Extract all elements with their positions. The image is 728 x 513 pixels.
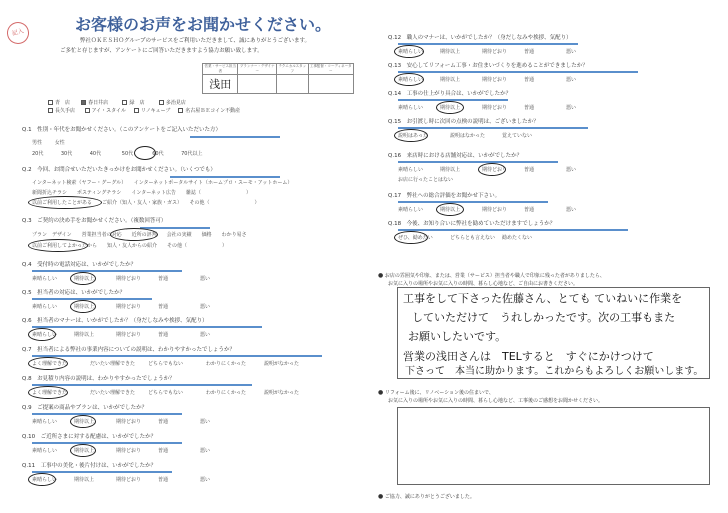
q9-option[interactable]: 悪い [200, 419, 211, 425]
answer-circle [28, 386, 68, 399]
q7-option[interactable]: わかりにくかった [206, 361, 247, 367]
q10-option[interactable]: 期待どおり [116, 448, 142, 454]
q4-option[interactable]: 期待どおり [116, 276, 142, 282]
q11-option[interactable]: 期待以上 [74, 477, 95, 483]
q13-option[interactable]: 普通 [524, 77, 535, 83]
q13-label: Q.13 安心してリフォーム工事・お住まいづくりを進めることができましたか？ [388, 63, 588, 69]
q16-option[interactable]: 期待どおり [482, 167, 508, 173]
q6-option[interactable]: 悪い [200, 332, 211, 338]
comment-handwriting-3: お願いしたいです。 [408, 330, 507, 343]
answer-circle [394, 129, 428, 142]
q4-option[interactable]: 素晴らしい [32, 276, 58, 282]
q8-label: Q.8 お見積り内容の説明は、わかりやすかったでしょうか？ [22, 376, 175, 382]
q7-option[interactable]: どちらでもない [148, 361, 183, 367]
q14-option[interactable]: 普通 [524, 105, 535, 111]
answer-circle [70, 444, 96, 457]
q17-option[interactable]: 素晴らしい [398, 207, 424, 213]
q6-option[interactable]: 期待どおり [116, 332, 142, 338]
answer-circle [134, 146, 156, 160]
q6-option[interactable]: 期待以上 [74, 332, 95, 338]
q7-option[interactable]: よく理解できた [32, 361, 68, 367]
q15-option[interactable]: 説明はあった [398, 133, 428, 139]
answer-circle [28, 239, 88, 252]
q4-option[interactable]: 悪い [200, 276, 211, 282]
answer-circle [70, 415, 96, 428]
q2-line-1: インターネット検索（ヤフー・グーグル） インターネットポータルサイト（ホームプロ・スーモ・アットホーム） [32, 180, 293, 186]
answer-circle [436, 203, 464, 216]
q16-option[interactable]: 悪い [566, 167, 577, 173]
q6-option[interactable]: 素晴らしい [32, 332, 58, 338]
q12-option[interactable]: 普通 [524, 49, 535, 55]
q17-option[interactable]: 悪い [566, 207, 577, 213]
q10-option[interactable]: 悪い [200, 448, 211, 454]
q4-label: Q.4 受付時の電話対応は、いかがでしたか？ [22, 262, 137, 268]
page-title: お客様のお声をお聞かせください。 [75, 15, 332, 34]
q13-option[interactable]: 期待どおり [482, 77, 508, 83]
q4-option[interactable]: 普通 [158, 276, 169, 282]
q15-option[interactable]: 説明はなかった [450, 133, 486, 139]
q10-option[interactable]: 期待以上 [74, 448, 95, 454]
q12-option[interactable]: 悪い [566, 49, 577, 55]
q3-line-2: 以前ご利用してよかったから 知人・友人からの紹介 その他（ ） [32, 243, 228, 249]
checkbox[interactable] [48, 108, 53, 113]
q13-option[interactable]: 悪い [566, 77, 577, 83]
stamp-label: 記入 [11, 27, 25, 38]
q5-option[interactable]: 普通 [158, 304, 169, 310]
q18-option[interactable]: ぜひ、勧めたい [398, 235, 433, 241]
answer-circle [28, 328, 56, 341]
q9-label: Q.9 ご提案の商品やプランは、いかがでしたか？ [22, 405, 148, 411]
staff-table [202, 63, 354, 94]
q18-label: Q.18 今後、お知り合いに弊社を勧めていただけますでしょうか？ [388, 221, 556, 227]
q14-option[interactable]: 素晴らしい [398, 105, 424, 111]
answer-circle [70, 272, 96, 285]
q14-option[interactable]: 期待以上 [440, 105, 461, 111]
q16-label: Q.16 来店時における店舗対応は、いかがでしたか？ [388, 153, 523, 159]
reform-box[interactable] [397, 407, 710, 485]
checkbox[interactable] [134, 108, 139, 113]
answer-circle [436, 101, 464, 114]
q6-option[interactable]: 普通 [158, 332, 169, 338]
q10-label: Q.10 ご近所さまに対する配慮は、いかがでしたか？ [22, 434, 157, 440]
q2-line-3: 以前ご利用したことがある ご紹介（知人・友人・家族・ガス） その他（ ） [32, 200, 260, 206]
answer-circle [394, 73, 424, 86]
answer-circle [110, 228, 158, 241]
q16-extra-option[interactable]: お店に行ったことはない [398, 177, 454, 183]
q14-option[interactable]: 悪い [566, 105, 577, 111]
q8-option[interactable]: よく理解できた [32, 390, 68, 396]
q5-option[interactable]: 期待どおり [116, 304, 142, 310]
store-row-1: 青 店 春日井店 緑 店 多治見店 [48, 100, 186, 106]
q9-option[interactable]: 期待どおり [116, 419, 142, 425]
reform-label-1: ● リフォーム後に、リノベーション後の住まいで、 [378, 389, 494, 396]
answer-circle [28, 196, 102, 209]
comment-handwriting-4: 営業の浅田さんは TELすると すぐにかけつけて [403, 350, 654, 363]
q5-option[interactable]: 素晴らしい [32, 304, 58, 310]
q9-option[interactable]: 期待以上 [74, 419, 95, 425]
q17-label: Q.17 弊社への総合評価をお聞かせ下さい。 [388, 193, 501, 199]
q15-label: Q.15 お引渡し時に次回の点検の説明は、ございましたか？ [388, 119, 539, 125]
q16-option[interactable]: 期待以上 [440, 167, 461, 173]
staff-header: プランナー・デザイナー [239, 64, 275, 73]
q16-option[interactable]: 普通 [524, 167, 535, 173]
q11-label: Q.11 工事中の美化・後片付けは、いかがでしたか？ [22, 463, 157, 469]
q9-option[interactable]: 普通 [158, 419, 169, 425]
intro-line-1: 弊社ＯＫＥＳＨＯグループのサービスをご利用いただきまして、誠にありがとうございます。 [80, 38, 311, 44]
q11-option[interactable]: 普通 [158, 477, 169, 483]
q8-option[interactable]: どちらでもない [148, 390, 183, 396]
q13-option[interactable]: 素晴らしい [398, 77, 424, 83]
q11-option[interactable]: 期待どおり [116, 477, 142, 483]
footer-thanks: ● ご協力、誠にありがとうございました。 [378, 493, 475, 500]
answer-circle [394, 231, 428, 244]
reform-label-2: お気に入りの場所やお気に入りの時間、暮らし心地など、工事後のご感想をお聞かせください。 [388, 398, 604, 404]
q12-option[interactable]: 期待以上 [440, 49, 461, 55]
q9-option[interactable]: 素晴らしい [32, 419, 58, 425]
checkbox[interactable] [122, 100, 127, 105]
q3-line-1: プラン デザイン 営業担当者の対応 近所の評判 会社の実績 価格 わかり易さ [32, 232, 247, 238]
q4-option[interactable]: 期待以上 [74, 276, 95, 282]
q6-label: Q.6 担当者のマナーは、いかがでしたか？（身だしなみや挨拶、気配り） [22, 318, 208, 324]
q12-option[interactable]: 素晴らしい [398, 49, 424, 55]
staff-name: 浅田 [203, 75, 238, 94]
answer-circle [478, 163, 506, 176]
q14-label: Q.14 工事の仕上がり具合は、いかがでしたか？ [388, 91, 512, 97]
q7-label: Q.7 担当者による弊社の事業内容についての説明は、わかりやすかったでしょうか？ [22, 347, 235, 353]
q7-option[interactable]: だいたい理解できた [90, 361, 136, 367]
q1-label: Q.1 性別・年代をお聞かせください。（このアンケートをご記入いただいた方） [22, 127, 221, 133]
checkbox[interactable] [178, 108, 183, 113]
q13-option[interactable]: 期待以上 [440, 77, 461, 83]
comment-handwriting-5: 下さって 本当に助かります。これからもよろしくお願いします。 [405, 366, 704, 377]
q17-option[interactable]: 普通 [524, 207, 535, 213]
comment-handwriting-1: 工事をして下さった佐藤さん、とても ていねいに作業を [403, 292, 683, 305]
answer-circle [28, 473, 56, 486]
store-row-2: 長久手店 アイ・スタイル リノキューブ 名古屋ＢＥコイン不動産 [48, 108, 240, 114]
q10-option[interactable]: 素晴らしい [32, 448, 58, 454]
intro-line-2: ご多忙と存じますが、アンケートにご回答いただきますよう協力お願い致します。 [60, 48, 263, 54]
q17-option[interactable]: 期待以上 [440, 207, 461, 213]
red-stamp [5, 20, 32, 47]
q1-ages: 20代 30代 40代 50代 60代 70代以上 [32, 151, 203, 157]
q7-option[interactable]: 説明がなかった [264, 361, 300, 367]
comments-label-2: お気に入りの場所やお気に入りの時間、暮らし心地など、ご自由にお書きください。 [388, 281, 579, 287]
checkbox[interactable] [85, 108, 90, 113]
staff-header: テクニカルスタッフ [278, 64, 307, 73]
staff-header: 営業・サービス担当者 [204, 64, 236, 73]
answer-circle [70, 300, 96, 313]
q11-option[interactable]: 悪い [200, 477, 211, 483]
q12-label: Q.12 職人のマナーは、いかがでしたか？（身だしなみや挨拶、気配り） [388, 35, 572, 41]
q14-option[interactable]: 期待どおり [482, 105, 508, 111]
checkbox-checked[interactable] [81, 100, 86, 105]
q15-option[interactable]: 覚えていない [502, 133, 533, 139]
q8-option[interactable]: だいたい理解できた [90, 390, 136, 396]
q12-option[interactable]: 期待どおり [482, 49, 508, 55]
q5-option[interactable]: 期待以上 [74, 304, 95, 310]
q8-option[interactable]: 説明がなかった [264, 390, 300, 396]
q2-label: Q.2 今回、お問合せいただいたきっかけをお聞かせください。（いくつでも） [22, 167, 216, 173]
q18-option[interactable]: どちらとも言えない [450, 235, 496, 241]
comments-label-1: ● お店の雰囲気や印象、または、営業（サービス）担当者や職人で印象に残った者がありましたら、 [378, 272, 605, 279]
q1-gender: 男性 女性 [32, 140, 65, 146]
q17-option[interactable]: 期待どおり [482, 207, 508, 213]
q2-line-2: 新聞折込チラシ ポスティングチラシ インターネット広告 雑誌（ ） [32, 190, 251, 196]
q18-option[interactable]: 勧めたくない [502, 235, 533, 241]
answer-circle [28, 357, 68, 370]
q11-option[interactable]: 素晴らしい [32, 477, 58, 483]
q10-option[interactable]: 普通 [158, 448, 169, 454]
q16-option[interactable]: 素晴らしい [398, 167, 424, 173]
q3-label: Q.3 ご契約の決め手をお聞かせください。（複数回答可） [22, 218, 167, 224]
answer-circle [394, 45, 424, 58]
q8-option[interactable]: わかりにくかった [206, 390, 247, 396]
staff-header: 工事監督・コーディネーター [309, 64, 352, 73]
comment-handwriting-2: していただけて うれしかったです。次の工事もまた [412, 311, 676, 324]
q5-option[interactable]: 悪い [200, 304, 211, 310]
q5-label: Q.5 担当者の対応は、いかがでしたか？ [22, 290, 126, 296]
checkbox[interactable] [159, 100, 164, 105]
checkbox[interactable] [48, 100, 53, 105]
